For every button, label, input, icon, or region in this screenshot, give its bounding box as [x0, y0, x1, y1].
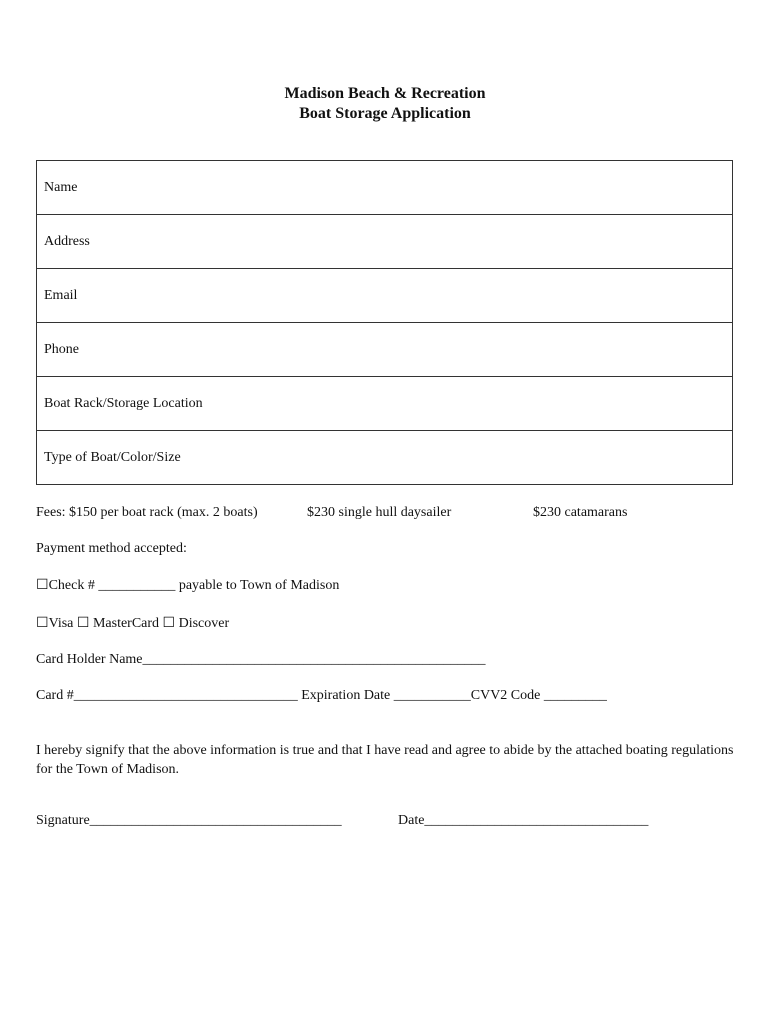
- card-number-field[interactable]: Card #________________________________: [36, 688, 298, 703]
- phone-field[interactable]: [37, 323, 732, 377]
- check-payment-option: [36, 577, 339, 594]
- mastercard-label: MasterCard: [92, 616, 160, 631]
- storage-location-field[interactable]: [37, 377, 732, 431]
- document-subtitle: Boat Storage Application: [299, 105, 471, 122]
- document-header: [0, 84, 770, 124]
- applicant-info-table: [36, 160, 733, 485]
- visa-label: Visa: [48, 616, 74, 631]
- email-field[interactable]: [37, 269, 732, 323]
- boat-type-label: Type of Boat/Color/Size: [44, 450, 181, 465]
- storage-location-label: Boat Rack/Storage Location: [44, 396, 203, 411]
- cvv-field[interactable]: CVV2 Code _________: [470, 688, 607, 703]
- date-field[interactable]: Date________________________________: [398, 813, 649, 828]
- phone-label: Phone: [44, 342, 79, 357]
- declaration-text: I hereby signify that the above information is true and that I have read and agree to abide by the attached boating regulations for the Town of Madison.: [36, 743, 734, 777]
- card-details-line: [36, 688, 607, 704]
- name-label: Name: [44, 180, 78, 195]
- payment-method-label: Payment method accepted:: [36, 541, 187, 556]
- discover-label: Discover: [178, 616, 230, 631]
- boat-type-field[interactable]: [37, 431, 732, 484]
- mastercard-checkbox[interactable]: ☐: [76, 616, 90, 631]
- check-payment-text: Check # ___________ payable to Town of Madison: [48, 578, 340, 593]
- card-type-options: [36, 615, 229, 632]
- discover-checkbox[interactable]: ☐: [162, 616, 176, 631]
- address-label: Address: [44, 234, 90, 249]
- check-checkbox[interactable]: ☐: [36, 578, 49, 593]
- fee-daysailer: $230 single hull daysailer: [307, 505, 452, 520]
- expiration-date-field[interactable]: Expiration Date ___________: [301, 688, 471, 703]
- address-field[interactable]: [37, 215, 732, 269]
- fee-boat-rack: Fees: $150 per boat rack (max. 2 boats): [36, 505, 258, 520]
- visa-checkbox[interactable]: ☐: [36, 616, 49, 631]
- card-holder-name-field[interactable]: Card Holder Name_________________________________________________: [36, 652, 486, 667]
- email-label: Email: [44, 288, 78, 303]
- fee-catamarans: $230 catamarans: [533, 505, 628, 520]
- name-field[interactable]: [37, 161, 732, 215]
- signature-field[interactable]: Signature____________________________________: [36, 813, 342, 828]
- document-title: Madison Beach & Recreation: [284, 85, 486, 102]
